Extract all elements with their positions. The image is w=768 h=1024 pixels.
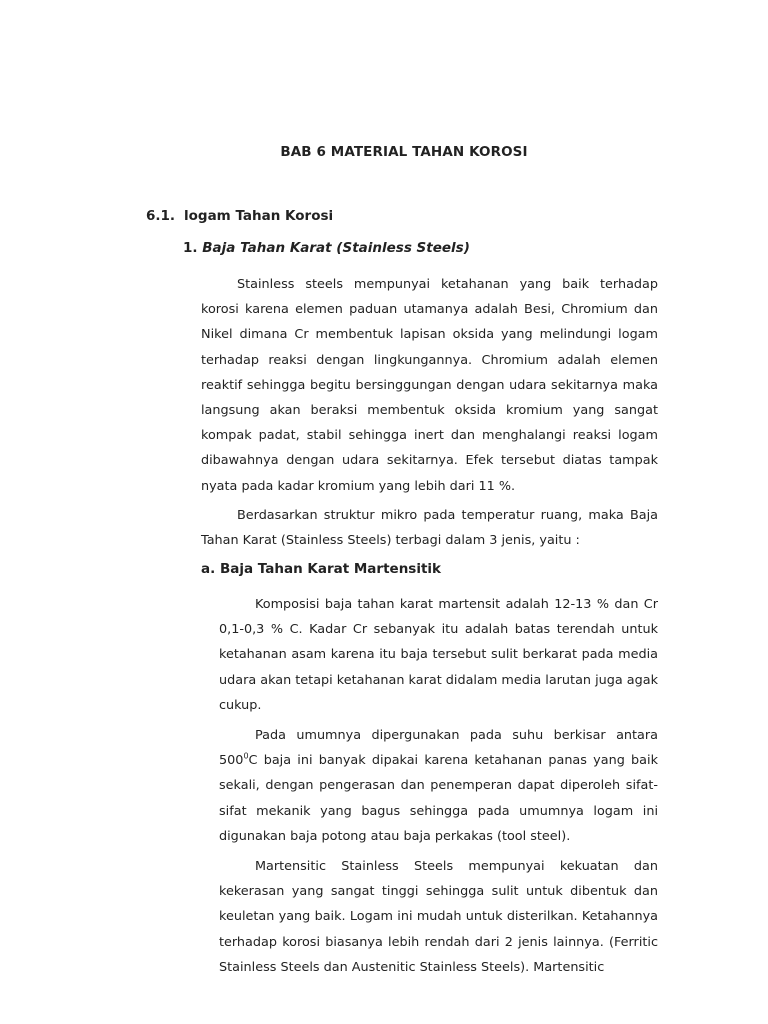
subsection-martensitic-heading: a. Baja Tahan Karat Martensitik [201, 561, 442, 577]
superscript-degree: 0 [243, 751, 249, 761]
section-title: logam Tahan Korosi [184, 208, 334, 224]
subsection-title: Baja Tahan Karat (Stainless Steels) [202, 240, 470, 256]
paragraph-text-start: Pada umumnya dipergunakan pada suhu berkisar antara 500 [219, 728, 658, 769]
subsection-number: 1. [183, 240, 198, 256]
paragraph-classification [201, 503, 658, 553]
section-heading [146, 208, 333, 224]
paragraph-martensitic-properties [219, 854, 658, 980]
paragraph-text: Berdasarkan struktur mikro pada temperatur ruang, maka Baja Tahan Karat (Stainless Steels) terbagi dalam 3 jenis, yaitu : [201, 508, 658, 549]
paragraph-text: Stainless steels mempunyai ketahanan yang baik terhadap korosi karena elemen paduan utamanya adalah Besi, Chromium dan Nikel dimana Cr membentuk lapisan oksida yang melindungi logam terhadap reaksi dengan lingkungannya. Chromium adalah elemen reaktif sehingga begitu bersinggungan dengan udara sekitarnya maka langsung akan beraksi membentuk oksida kromium yang sangat kompak padat, stabil sehingga inert dan menghalangi reaksi logam dibawahnya dengan udara sekitarnya. Efek tersebut diatas tampak nyata pada kadar kromium yang lebih dari 11 %. [201, 277, 658, 494]
paragraph-composition [219, 592, 658, 718]
paragraph-text-end: C baja ini banyak dipakai karena ketahanan panas yang baik sekali, dengan pengerasan dan penemperan dapat diperoleh sifat-sifat mekanik yang bagus sehingga pada umumnya logam ini digunakan baja potong atau baja perkakas (tool steel). [219, 753, 658, 844]
subsection-heading [183, 240, 470, 256]
section-number: 6.1. [146, 208, 176, 224]
paragraph-usage [219, 723, 658, 849]
paragraph-stainless-intro [201, 272, 658, 499]
paragraph-text: Komposisi baja tahan karat martensit adalah 12-13 % dan Cr 0,1-0,3 % C. Kadar Cr sebanyak itu adalah batas terendah untuk ketahanan asam karena itu baja tersebut sulit berkarat pada media udara akan tetapi ketahanan karat didalam media larutan juga agak cukup. [219, 597, 658, 713]
chapter-title: BAB 6 MATERIAL TAHAN KOROSI [280, 144, 528, 160]
paragraph-text: Martensitic Stainless Steels mempunyai kekuatan dan kekerasan yang sangat tinggi sehingga sulit untuk dibentuk dan keuletan yang baik. Logam ini mudah untuk disterilkan. Ketahannya terhadap korosi biasanya lebih rendah dari 2 jenis lainnya. (Ferritic Stainless Steels dan Austenitic Stainless Steels). Martensitic [219, 859, 658, 975]
